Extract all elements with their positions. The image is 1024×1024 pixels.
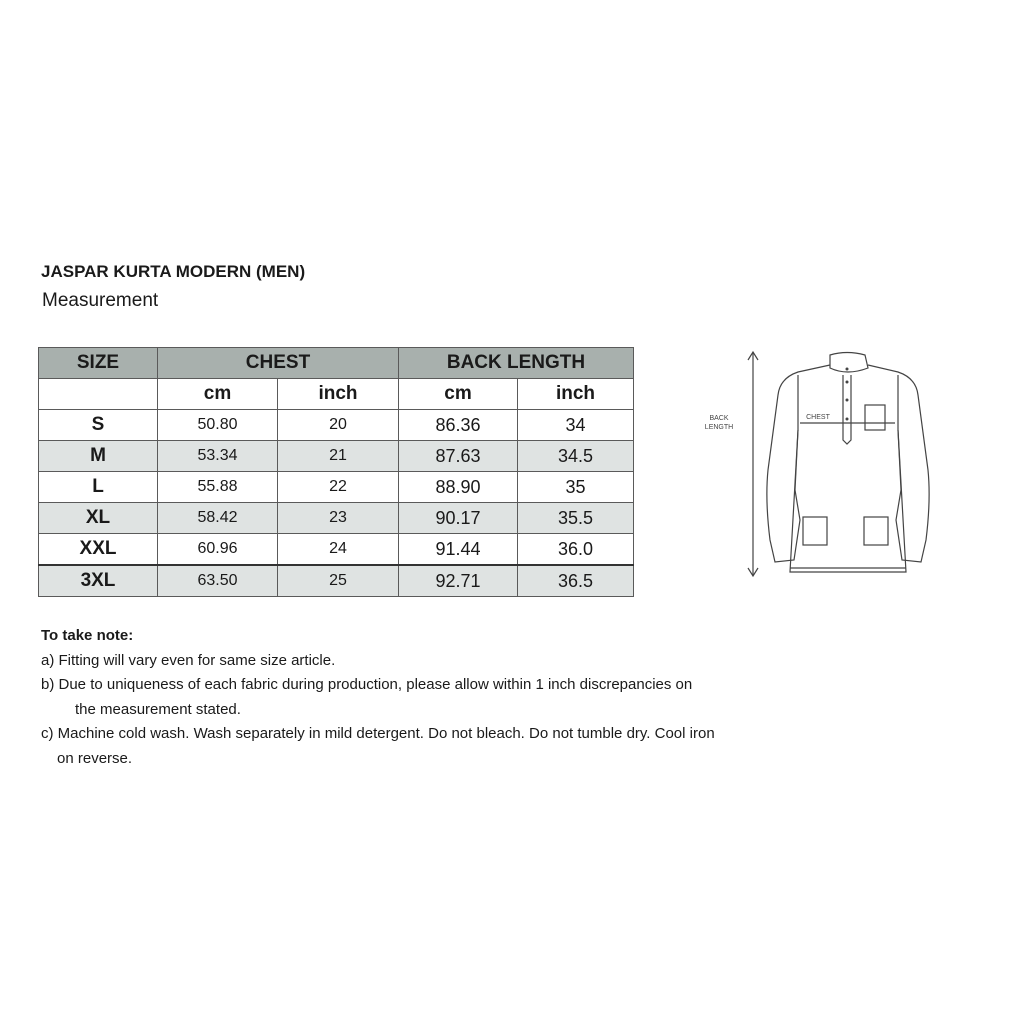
table-row [39, 441, 634, 472]
size-cell: L [39, 472, 158, 503]
chest-inch-cell: 24 [278, 534, 399, 566]
back-inch-cell: 36.5 [518, 565, 634, 597]
subheader-back-cm: cm [399, 379, 518, 410]
table-row [39, 534, 634, 566]
chest-cm-cell: 58.42 [158, 503, 278, 534]
back-inch-cell: 34.5 [518, 441, 634, 472]
back-length-label-2: LENGTH [704, 424, 734, 431]
chest-inch-cell: 22 [278, 472, 399, 503]
header-size: SIZE [39, 348, 158, 379]
back-cm-cell: 90.17 [399, 503, 518, 534]
size-cell: 3XL [39, 565, 158, 597]
buttons [846, 368, 849, 421]
back-cm-cell: 88.90 [399, 472, 518, 503]
chest-label: CHEST [806, 414, 830, 421]
chest-inch-cell: 23 [278, 503, 399, 534]
subheader-chest-inch: inch [278, 379, 399, 410]
chest-inch-cell: 21 [278, 441, 399, 472]
header-back-length: BACK LENGTH [399, 348, 634, 379]
note-b-cont: the measurement stated. [75, 700, 241, 718]
note-a: a) Fitting will vary even for same size article. [41, 651, 336, 669]
header-chest: CHEST [158, 348, 399, 379]
chest-inch-cell: 20 [278, 410, 399, 441]
size-chart-table [38, 347, 634, 597]
chest-cm-cell: 60.96 [158, 534, 278, 566]
subheader-chest-cm: cm [158, 379, 278, 410]
back-inch-cell: 36.0 [518, 534, 634, 566]
back-length-arrow [748, 352, 758, 576]
chest-cm-cell: 50.80 [158, 410, 278, 441]
chest-inch-cell: 25 [278, 565, 399, 597]
back-inch-cell: 35.5 [518, 503, 634, 534]
back-cm-cell: 86.36 [399, 410, 518, 441]
note-c-cont: on reverse. [57, 749, 133, 767]
table-row [39, 503, 634, 534]
back-cm-cell: 92.71 [399, 565, 518, 597]
chest-cm-cell: 55.88 [158, 472, 278, 503]
table-row [39, 410, 634, 441]
table-row [39, 565, 634, 597]
kurta-outline [767, 353, 929, 573]
size-cell: XXL [39, 534, 158, 566]
back-length-label: BACK [709, 415, 729, 422]
back-cm-cell: 87.63 [399, 441, 518, 472]
size-cell: XL [39, 503, 158, 534]
back-inch-cell: 34 [518, 410, 634, 441]
back-inch-cell: 35 [518, 472, 634, 503]
table-row [39, 472, 634, 503]
note-b: b) Due to uniqueness of each fabric during production, please allow within 1 inch discrepancies on [41, 676, 693, 693]
chest-cm-cell: 63.50 [158, 565, 278, 597]
notes-section [41, 624, 715, 771]
note-c: c) Machine cold wash. Wash separately in mild detergent. Do not bleach. Do not tumble dry. Cool iron [41, 725, 715, 742]
page-title: JASPAR KURTA MODERN (MEN) [41, 262, 306, 281]
notes-heading: To take note: [41, 627, 134, 644]
size-cell: S [39, 410, 158, 441]
subheader-back-inch: inch [518, 379, 634, 410]
chest-cm-cell: 53.34 [158, 441, 278, 472]
size-cell: M [39, 441, 158, 472]
back-cm-cell: 91.44 [399, 534, 518, 566]
kurta-diagram [690, 340, 950, 590]
page-subtitle: Measurement [42, 290, 159, 311]
